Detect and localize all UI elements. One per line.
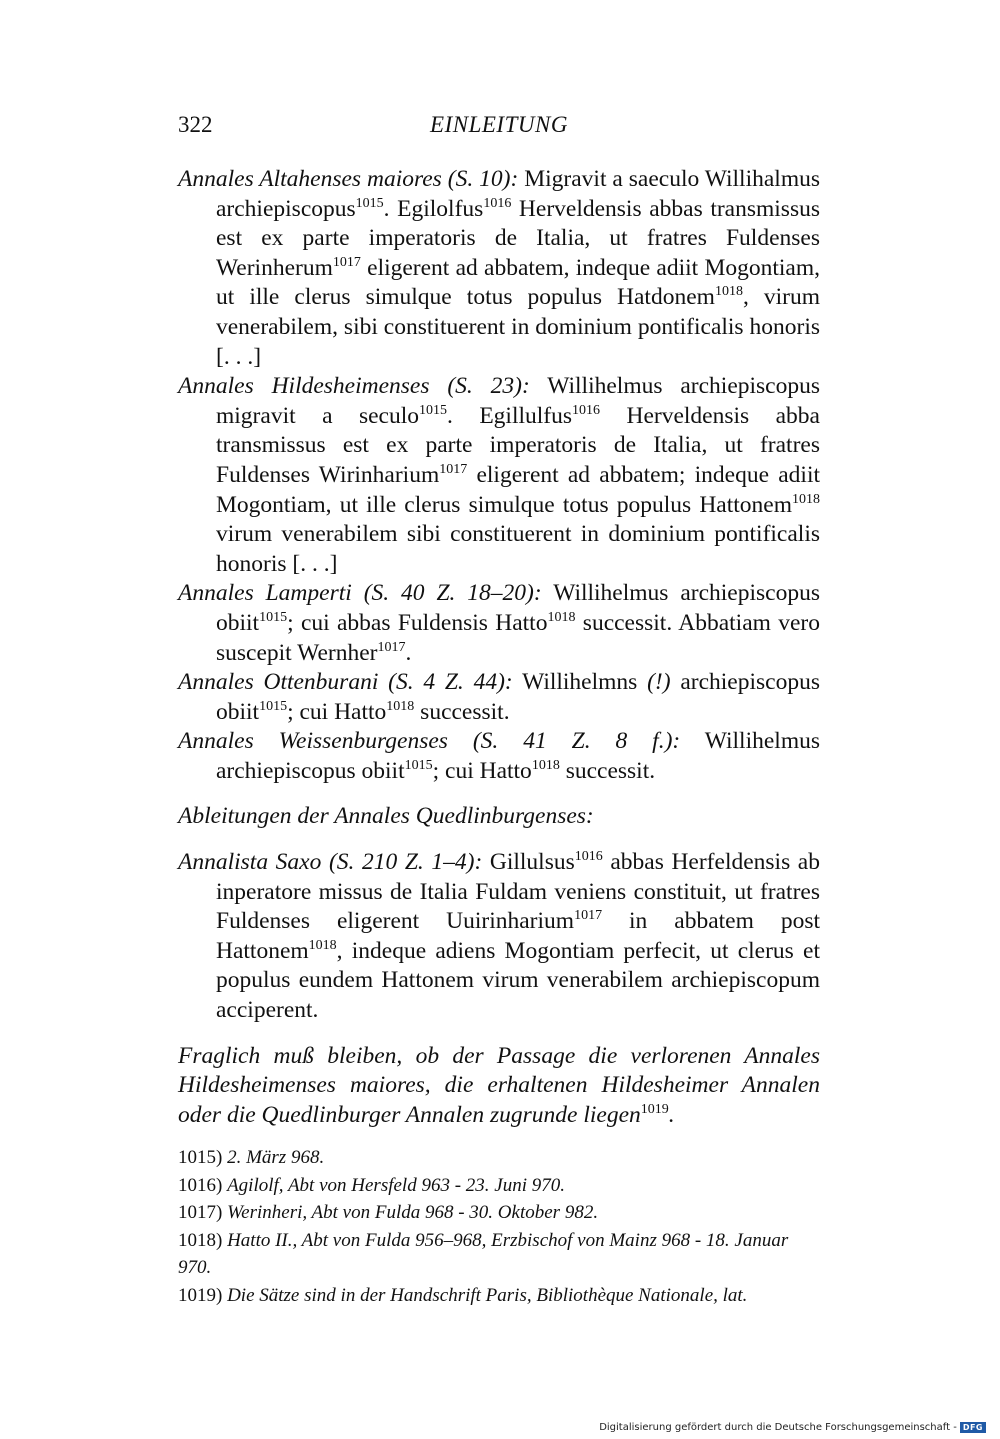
section-heading: Ableitungen der Annales Quedlinburgenses: <box>178 803 594 830</box>
latin-quote: eligerent ad abbatem, indeque adiit Mogontiam, ut ille clerus simulque totus populus Hatdonem <box>216 254 820 311</box>
footnote-ref: 1018 <box>547 609 576 625</box>
annal-entry <box>178 848 820 1026</box>
latin-quote: Willihelmus archiepiscopus obiit <box>216 580 820 636</box>
footnote-ref: 1019 <box>640 1101 669 1117</box>
latin-quote: Herveldensis abba transmissus est ex parte imperatoris de Italia, ut fratres Fuldenses Wirinharium <box>216 402 820 488</box>
footnote-text: Hatto II., Abt von Fulda 956–968, Erzbischof von Mainz 968 - 18. Januar 970. <box>178 1229 789 1278</box>
latin-quote: successit. <box>414 698 510 725</box>
annal-entry <box>178 579 820 668</box>
latin-quote: successit. Abbatiam vero suscepit Wernher <box>216 609 820 666</box>
annal-entry <box>178 727 820 786</box>
footnote-ref: 1015 <box>259 609 288 625</box>
footnote-ref: 1017 <box>377 639 406 655</box>
running-title: EINLEITUNG <box>430 112 568 137</box>
footnote-ref: 1018 <box>386 698 415 714</box>
footnote-number: 1017) <box>178 1202 223 1223</box>
footnote-ref: 1015 <box>404 757 433 773</box>
running-head <box>178 112 820 144</box>
digitization-credit <box>599 1422 986 1433</box>
footnote-ref: 1015 <box>355 195 384 211</box>
footnote <box>178 1199 820 1227</box>
latin-quote: Willihelmus archiepiscopus obiit <box>216 728 820 784</box>
latin-quote: virum venerabilem sibi constituerent in dominium pontificalis honoris [. . .] <box>216 521 820 577</box>
footnote-text: 2. März 968. <box>227 1147 325 1168</box>
latin-quote: . Egilolfus <box>383 195 484 222</box>
footnote-ref: 1016 <box>572 402 601 418</box>
latin-quote: archiepiscopus obiit <box>216 669 820 725</box>
footnote-ref: 1017 <box>439 461 468 477</box>
footnotes <box>178 1144 820 1309</box>
footnote-ref: 1017 <box>332 254 361 270</box>
latin-quote: Willihelmus archiepiscopus migravit a seculo <box>216 373 821 429</box>
footnote-ref: 1015 <box>259 698 288 714</box>
footnote-text: Werinheri, Abt von Fulda 968 - 30. Oktober 982. <box>227 1202 599 1223</box>
page-number: 322 <box>178 112 213 137</box>
closing-text: Fraglich muß bleiben, ob der Passage die verlorenen Annales Hildesheimenses maiores, die erhaltenen Hildesheimer Annalen oder die Quedlinburger Annalen zugrunde liegen <box>178 1042 820 1128</box>
latin-quote: , indeque adiens Mogontiam perfecit, ut clerus et populus eundem Hattonem virum venerabilem archiepiscopum acciperent. <box>216 937 820 1024</box>
latin-quote: abbas Herfeldensis ab inperatore missus de Italia Fuldam veniens constituit, ut fratres Fuldenses eligerent Uuirinharium <box>216 849 820 935</box>
paragraph-gap <box>178 1026 820 1042</box>
footnote-text: Agilolf, Abt von Hersfeld 963 - 23. Juni 970. <box>227 1174 565 1196</box>
footnote-text: Die Sätze sind in der Handschrift Paris, Bibliothèque Nationale, lat. <box>227 1284 748 1306</box>
footnote-ref: 1018 <box>531 757 560 773</box>
latin-quote: Herveldensis abbas transmissus est ex parte imperatoris de Italia, ut fratres Fuldenses Werinherum <box>216 195 820 281</box>
footnote <box>178 1282 820 1310</box>
footnote-number: 1015) <box>178 1147 223 1168</box>
footnote <box>178 1172 820 1200</box>
footnote-ref: 1018 <box>308 937 337 953</box>
latin-quote: Willihelmns <box>512 669 648 696</box>
source-citation: Annales Lamperti (S. 40 Z. 18–20): <box>178 580 542 607</box>
credit-text: Digitalisierung gefördert durch die Deutsche Forschungsgemeinschaft - <box>599 1422 957 1433</box>
latin-quote: Gillulsus <box>482 849 575 876</box>
latin-quote: ; cui Hatto <box>287 698 387 725</box>
latin-quote: ; cui Hatto <box>432 757 532 784</box>
source-citation: Annales Hildesheimenses (S. 23): <box>178 373 530 400</box>
footnote-ref: 1016 <box>483 195 512 211</box>
source-citation: Annales Altahenses maiores (S. 10): <box>178 166 519 192</box>
annal-entry <box>178 165 820 372</box>
source-citation: Annales Weissenburgenses (S. 41 Z. 8 f.): <box>178 728 681 755</box>
main-text <box>178 165 820 1130</box>
footnote-ref: 1018 <box>714 284 743 300</box>
sic-marker: (!) <box>647 669 671 696</box>
footnote <box>178 1144 820 1172</box>
footnote-number: 1016) <box>178 1174 223 1196</box>
footnote-ref: 1017 <box>574 908 603 924</box>
latin-quote: . <box>405 639 412 666</box>
footnote-ref: 1015 <box>419 402 447 418</box>
latin-quote: eligerent ad abbatem; indeque adiit Mogontiam, ut ille clerus simulque totus populus Hattonem <box>216 461 820 518</box>
footnote <box>178 1227 820 1282</box>
footnote-number: 1018) <box>178 1229 223 1251</box>
source-citation: Annalista Saxo (S. 210 Z. 1–4): <box>178 849 483 876</box>
annal-entry <box>178 668 820 727</box>
dfg-logo-icon: DFG <box>960 1422 986 1433</box>
latin-quote: Migravit a saeculo Willihalmus archiepiscopus <box>216 166 820 222</box>
footnote-ref: 1018 <box>792 491 820 507</box>
source-citation: Annales Ottenburani (S. 4 Z. 44): <box>178 669 513 696</box>
closing-end: . <box>668 1101 675 1128</box>
latin-quote: in abbatem post Hattonem <box>216 908 821 964</box>
latin-quote: , virum venerabilem, sibi constituerent in dominium pontificalis honoris [. . .] <box>216 284 821 370</box>
annal-entry <box>178 372 820 579</box>
footnote-ref: 1016 <box>574 849 603 865</box>
latin-quote: successit. <box>559 757 656 784</box>
latin-quote: . Egillulfus <box>447 402 573 429</box>
footnote-number: 1019) <box>178 1284 223 1306</box>
latin-quote: ; cui abbas Fuldensis Hatto <box>287 609 548 636</box>
closing-remark <box>178 1042 820 1131</box>
